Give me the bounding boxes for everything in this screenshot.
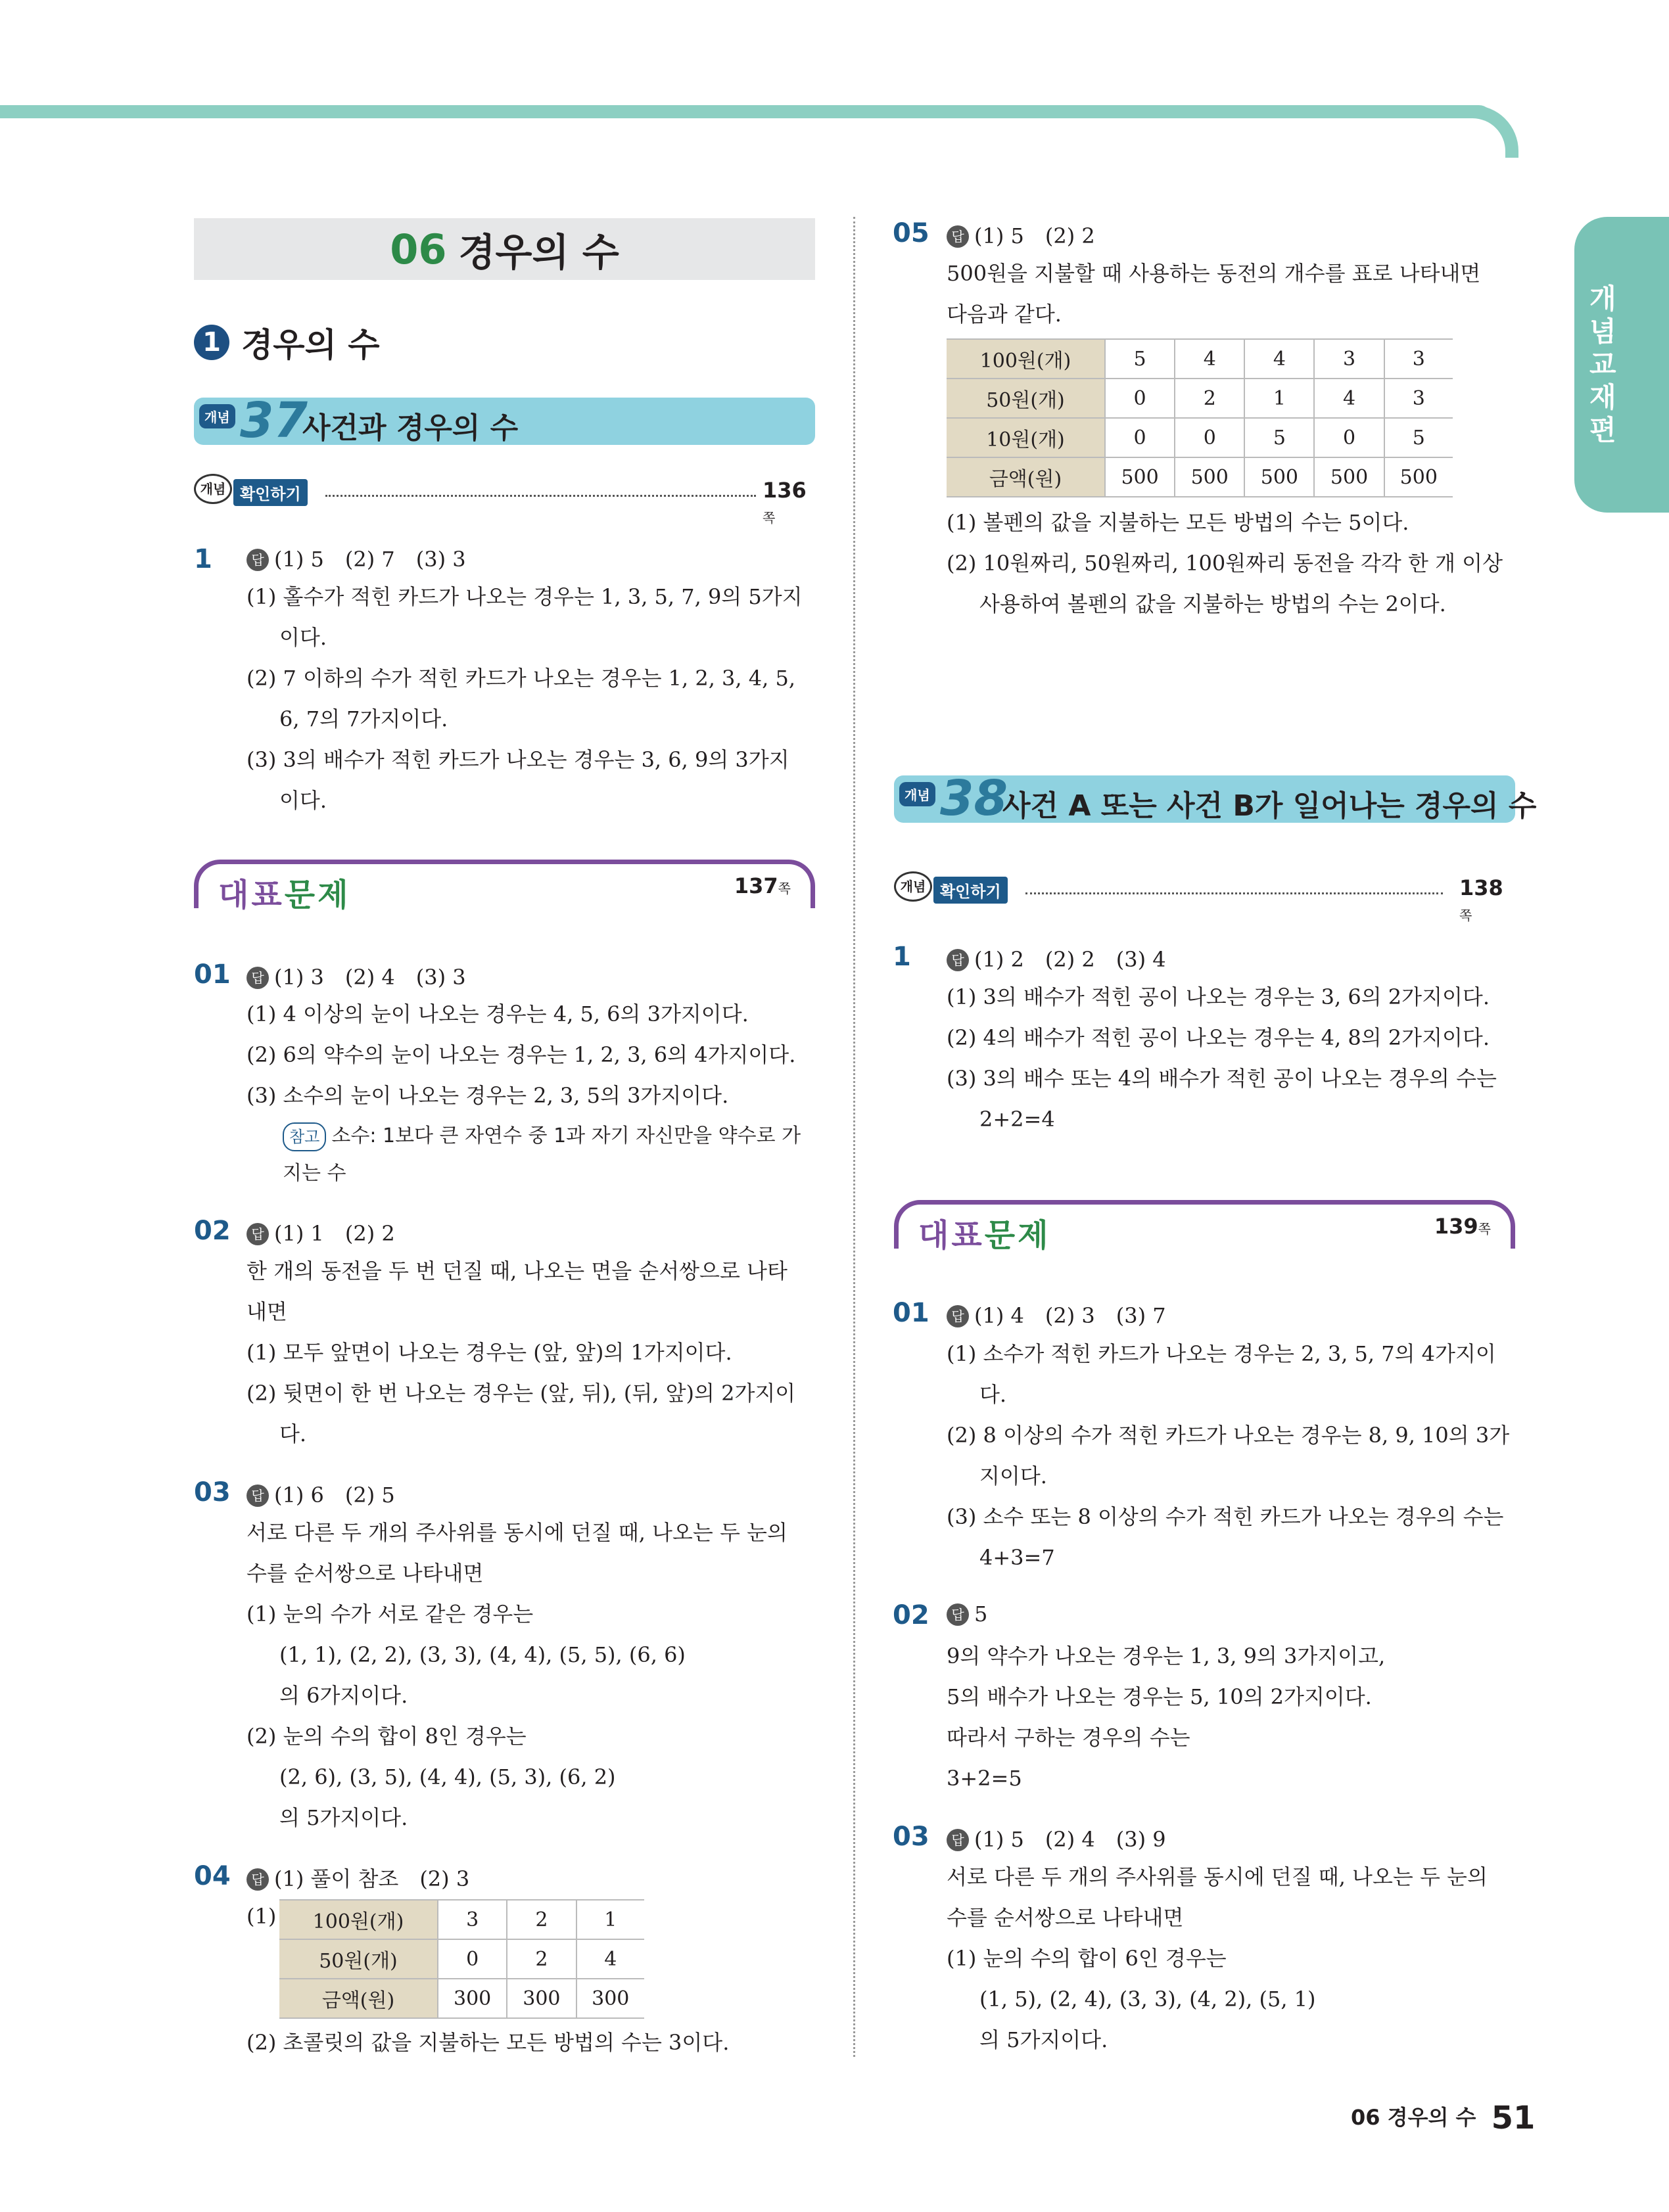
table-cell: 5 <box>1105 339 1175 379</box>
table-cell: 5 <box>1384 418 1453 457</box>
answer-line: 답 (1) 2 (2) 2 (3) 4 <box>947 943 1166 973</box>
problem-number: 05 <box>893 218 929 248</box>
table-row <box>947 418 1453 457</box>
table-cell: 4 <box>1244 339 1314 379</box>
solution-line: (2) 10원짜리, 50원짜리, 100원짜리 동전을 각각 한 개 이상 <box>947 551 1503 576</box>
solution-line: 서로 다른 두 개의 주사위를 동시에 던질 때, 나오는 두 눈의 <box>947 1864 1488 1889</box>
solution-line: (3) 소수의 눈이 나오는 경우는 2, 3, 5의 3가지이다. <box>247 1083 729 1108</box>
answer-badge: 답 <box>247 967 269 989</box>
solution-line: 이다. <box>279 625 327 650</box>
solution-line: (1) 눈의 수의 합이 6인 경우는 <box>947 1946 1227 1971</box>
solution-line: 다. <box>979 1382 1007 1407</box>
section-heading <box>194 319 380 366</box>
table-cell: 500 <box>1314 457 1384 497</box>
answer-badge: 답 <box>247 1868 269 1891</box>
table-cell: 0 <box>1175 418 1244 457</box>
table-cell: 3 <box>1384 339 1453 379</box>
table-cell: 100원(개) <box>279 1900 438 1939</box>
table-cell: 1 <box>1244 379 1314 418</box>
table-cell: 금액(원) <box>279 1979 438 2018</box>
chapter-header <box>194 218 815 280</box>
answer-badge: 답 <box>247 549 269 571</box>
table-row <box>279 1979 644 2018</box>
solution-line: 이다. <box>279 788 327 813</box>
answer-line: 답 (1) 5 (2) 7 (3) 3 <box>247 543 466 573</box>
answer-line: 답 (1) 5 (2) 2 <box>947 219 1095 250</box>
answer-badge: 답 <box>247 1485 269 1507</box>
solution-line: (2) 초콜릿의 값을 지불하는 모든 방법의 수는 3이다. <box>247 2030 730 2055</box>
top-decorative-bar <box>0 105 1492 118</box>
table-cell: 5 <box>1244 418 1314 457</box>
problem-number: 01 <box>893 1298 929 1328</box>
problem-number: 02 <box>194 1216 231 1246</box>
note-line: 참고 소수: 1보다 큰 자연수 중 1과 자기 자신만을 약수로 가 <box>283 1122 801 1151</box>
solution-line: 6, 7의 7가지이다. <box>279 706 448 731</box>
problem-number: 01 <box>194 959 231 990</box>
section-title: 경우의 수 <box>241 326 380 364</box>
answer-line: 답 (1) 6 (2) 5 <box>247 1479 395 1509</box>
table-row <box>279 1939 644 1979</box>
table-row <box>947 379 1453 418</box>
dotted-leader <box>325 495 756 497</box>
side-tab <box>1574 217 1669 513</box>
problem-number: 03 <box>893 1822 929 1852</box>
concept-banner-38 <box>894 770 1537 827</box>
solution-line: 다음과 같다. <box>947 302 1062 327</box>
solution-line: 서로 다른 두 개의 주사위를 동시에 던질 때, 나오는 두 눈의 <box>247 1520 787 1545</box>
solution-line: (2) 4의 배수가 적힌 공이 나오는 경우는 4, 8의 2가지이다. <box>947 1025 1490 1050</box>
table-cell: 300 <box>507 1979 576 2018</box>
coin-table <box>279 1899 644 2019</box>
concept-title: 사건과 경우의 수 <box>302 411 519 445</box>
coin-table <box>947 338 1453 497</box>
solution-line: 9의 약수가 나오는 경우는 1, 3, 9의 3가지이고, <box>947 1644 1386 1669</box>
answer-badge: 답 <box>947 949 969 971</box>
answer-line: 답 (1) 5 (2) 4 (3) 9 <box>947 1823 1166 1853</box>
solution-line: 5의 배수가 나오는 경우는 5, 10의 2가지이다. <box>947 1684 1372 1709</box>
solution-line: 수를 순서쌍으로 나타내면 <box>247 1561 484 1586</box>
table-cell: 4 <box>576 1939 645 1979</box>
page-reference: 138쪽 <box>1459 875 1503 923</box>
table-cell: 50원(개) <box>947 379 1105 418</box>
solution-line: (1) 4 이상의 눈이 나오는 경우는 4, 5, 6의 3가지이다. <box>247 1002 749 1026</box>
table-cell: 500 <box>1105 457 1175 497</box>
solution-line: 수를 순서쌍으로 나타내면 <box>947 1905 1184 1930</box>
dotted-leader <box>1025 892 1443 894</box>
table-cell: 3 <box>1314 339 1384 379</box>
chapter-title: 경우의 수 <box>458 230 619 275</box>
table-cell: 0 <box>1105 379 1175 418</box>
table-cell: 300 <box>576 1979 645 2018</box>
table-cell: 50원(개) <box>279 1939 438 1979</box>
solution-line: (1) 눈의 수가 서로 같은 경우는 <box>247 1601 534 1626</box>
page-reference: 137쪽 <box>734 873 791 898</box>
table-cell: 100원(개) <box>947 339 1105 379</box>
table-cell: 2 <box>507 1900 576 1939</box>
table-row <box>947 457 1453 497</box>
column-divider <box>853 217 855 2057</box>
solution-line: 2+2=4 <box>979 1107 1055 1132</box>
check-label: 확인하기 <box>233 479 308 506</box>
table-cell: 0 <box>1314 418 1384 457</box>
check-label: 확인하기 <box>933 877 1008 904</box>
solution-line: 3+2=5 <box>947 1766 1022 1791</box>
problem-number: 03 <box>194 1477 231 1508</box>
solution-line: (1) 3의 배수가 적힌 공이 나오는 경우는 3, 6의 2가지이다. <box>947 984 1490 1009</box>
table-cell: 4 <box>1175 339 1244 379</box>
table-cell: 10원(개) <box>947 418 1105 457</box>
solution-line: (1, 1), (2, 2), (3, 3), (4, 4), (5, 5), (6, 6) <box>279 1642 686 1667</box>
solution-line: (2) 눈의 수의 합이 8인 경우는 <box>247 1724 527 1749</box>
solution-line: (2, 6), (3, 5), (4, 4), (5, 3), (6, 2) <box>279 1764 616 1789</box>
solution-line: (2) 뒷면이 한 번 나오는 경우는 (앞, 뒤), (뒤, 앞)의 2가지이 <box>247 1381 796 1406</box>
concept-check-row <box>194 476 815 526</box>
table-cell: 4 <box>1314 379 1384 418</box>
problem-number: 1 <box>893 942 911 972</box>
answer-badge: 답 <box>947 1305 969 1327</box>
solution-line: 의 6가지이다. <box>279 1683 408 1708</box>
note-tag: 참고 <box>283 1122 326 1151</box>
page-reference: 139쪽 <box>1434 1214 1491 1239</box>
solution-line: 4+3=7 <box>979 1545 1055 1570</box>
table-cell: 2 <box>1175 379 1244 418</box>
concept-banner-37 <box>194 392 815 449</box>
representative-problem-banner <box>194 860 815 913</box>
concept-circle-badge: 개념 <box>194 474 232 504</box>
answer-badge: 답 <box>947 1829 969 1851</box>
table-cell: 500 <box>1384 457 1453 497</box>
table-cell: 3 <box>1384 379 1453 418</box>
solution-line: 의 5가지이다. <box>979 2027 1108 2052</box>
concept-check-row <box>894 874 1515 923</box>
page-reference: 136쪽 <box>763 478 807 526</box>
solution-line: (1) 모두 앞면이 나오는 경우는 (앞, 앞)의 1가지이다. <box>247 1340 732 1365</box>
table-cell: 2 <box>507 1939 576 1979</box>
footer-chapter: 06 경우의 수 <box>1351 2105 1476 2130</box>
solution-line: 사용하여 볼펜의 값을 지불하는 방법의 수는 2이다. <box>979 591 1446 616</box>
answer-badge: 답 <box>947 225 969 248</box>
section-number: 1 <box>194 325 229 360</box>
solution-line: 내면 <box>247 1299 287 1324</box>
concept-title: 사건 A 또는 사건 B가 일어나는 경우의 수 <box>1002 789 1537 823</box>
solution-line: 의 5가지이다. <box>279 1805 408 1830</box>
problem-number: 02 <box>893 1600 929 1630</box>
answer-line: 답 5 <box>947 1601 987 1626</box>
problem-number: 1 <box>194 544 212 574</box>
table-row <box>947 339 1453 379</box>
solution-line: 한 개의 동전을 두 번 던질 때, 나오는 면을 순서쌍으로 나타 <box>247 1258 787 1283</box>
banner-title: 대표문제 <box>218 877 351 913</box>
table-cell: 3 <box>438 1900 507 1939</box>
concept-number: 38 <box>940 770 1008 827</box>
problem-number: 04 <box>194 1861 231 1891</box>
table-cell: 1 <box>576 1900 645 1939</box>
solution-line: (2) 8 이상의 수가 적힌 카드가 나오는 경우는 8, 9, 10의 3가 <box>947 1423 1510 1448</box>
note-line: 지는 수 <box>283 1162 346 1185</box>
table-cell: 500 <box>1244 457 1314 497</box>
solution-line: 지이다. <box>979 1463 1047 1488</box>
answer-line: 답 (1) 1 (2) 2 <box>247 1217 395 1247</box>
answer-line: 답 (1) 4 (2) 3 (3) 7 <box>947 1299 1166 1329</box>
solution-line: 따라서 구하는 경우의 수는 <box>947 1725 1190 1750</box>
answer-line: 답 (1) 풀이 참조 (2) 3 <box>247 1862 469 1893</box>
answer-badge: 답 <box>947 1603 969 1626</box>
concept-number: 37 <box>240 392 308 449</box>
solution-line: (3) 소수 또는 8 이상의 수가 적힌 카드가 나오는 경우의 수는 <box>947 1504 1504 1529</box>
solution-line: (1) 홀수가 적힌 카드가 나오는 경우는 1, 3, 5, 7, 9의 5가지 <box>247 584 803 609</box>
page-number: 51 <box>1491 2100 1536 2136</box>
concept-circle-badge: 개념 <box>894 871 932 902</box>
table-cell: 0 <box>438 1939 507 1979</box>
representative-problem-banner <box>894 1200 1515 1254</box>
solution-line: (1) 볼펜의 값을 지불하는 모든 방법의 수는 5이다. <box>947 510 1409 535</box>
side-tab-label: 개념교재편 <box>1589 283 1616 446</box>
table-row <box>279 1900 644 1939</box>
solution-line: 다. <box>279 1421 307 1446</box>
solution-line: (2) 7 이하의 수가 적힌 카드가 나오는 경우는 1, 2, 3, 4, 5, <box>247 666 795 691</box>
chapter-number: 06 <box>390 225 447 273</box>
table-cell: 금액(원) <box>947 457 1105 497</box>
solution-line: (3) 3의 배수가 적힌 카드가 나오는 경우는 3, 6, 9의 3가지 <box>247 747 789 772</box>
solution-line: (2) 6의 약수의 눈이 나오는 경우는 1, 2, 3, 6의 4가지이다. <box>247 1042 796 1067</box>
solution-line: (1, 5), (2, 4), (3, 3), (4, 2), (5, 1) <box>979 1987 1316 2012</box>
concept-tag: 개념 <box>899 782 935 806</box>
answer-badge: 답 <box>247 1223 269 1245</box>
table-cell: 300 <box>438 1979 507 2018</box>
solution-line: 500원을 지불할 때 사용하는 동전의 개수를 표로 나타내면 <box>947 261 1481 286</box>
solution-line: (3) 3의 배수 또는 4의 배수가 적힌 공이 나오는 경우의 수는 <box>947 1066 1497 1091</box>
page-footer <box>1351 2100 1535 2136</box>
answer-line: 답 (1) 3 (2) 4 (3) 3 <box>247 961 466 991</box>
banner-title: 대표문제 <box>918 1217 1051 1254</box>
solution-line: (1) 소수가 적힌 카드가 나오는 경우는 2, 3, 5, 7의 4가지이 <box>947 1341 1496 1366</box>
top-bar-hook <box>1453 105 1518 158</box>
table-cell: 0 <box>1105 418 1175 457</box>
table-prefix: (1) <box>247 1904 277 1929</box>
table-cell: 500 <box>1175 457 1244 497</box>
concept-tag: 개념 <box>199 404 235 428</box>
